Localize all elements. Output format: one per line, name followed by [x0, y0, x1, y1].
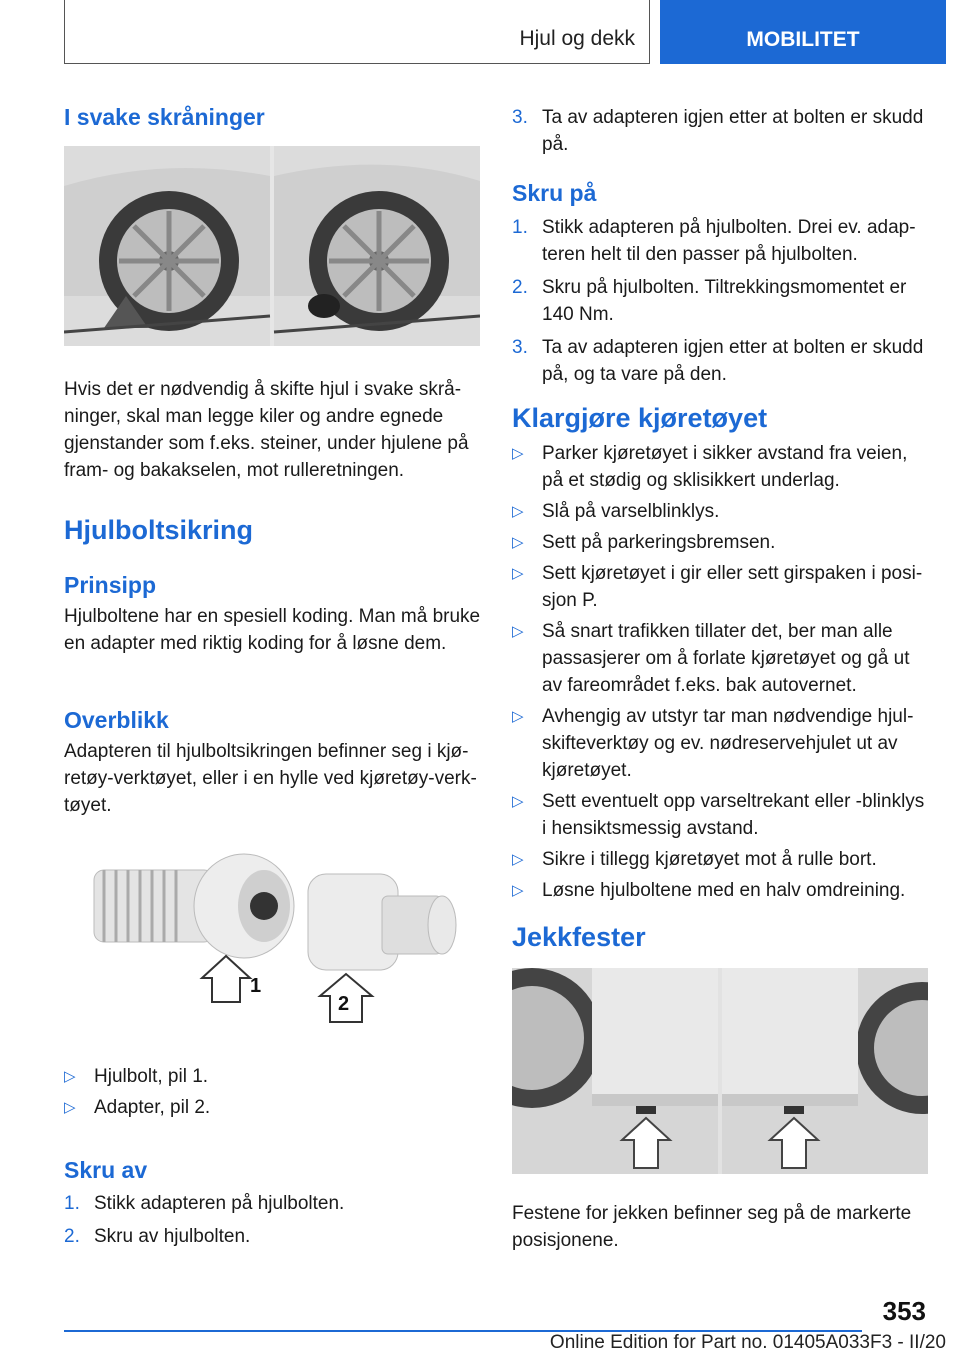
jack-point-arrow-icon [622, 1118, 818, 1168]
edition-footer: Online Edition for Part no. 01405A033F3 - II/20 [549, 1332, 946, 1353]
bullet-triangle-icon: ▷ [512, 708, 524, 725]
overview-heading: Overblikk [64, 707, 169, 733]
bullet-triangle-icon: ▷ [512, 445, 524, 462]
principle-heading: Prinsipp [64, 572, 157, 598]
bullet-triangle-icon: ▷ [512, 623, 524, 640]
list-item: ▷ Adapter, pil 2. [64, 1094, 482, 1121]
slopes-text: Hvis det er nødvendig å skifte hjul i svake skråninger, skal man legge kiler og andre egnede gjenstander som f.eks. steiner, under hjulene på fram- og bakakselen, mot rulleretningen. [64, 379, 469, 481]
bullet-triangle-icon: ▷ [64, 1068, 76, 1085]
jack-points-photo [512, 968, 928, 1174]
unscrew-heading: Skru av [64, 1157, 148, 1183]
list-item: ▷ Sett kjøretøyet i gir eller sett girspaken i posisjon P. [512, 560, 930, 614]
bolt-adapter-illustration [64, 846, 480, 1042]
arrow-1-label: 1 [250, 975, 262, 997]
wheel-bolt-drawing [94, 854, 294, 958]
list-item: ▷ Avhengig av utstyr tar man nødvendige hjulskifteverktøy og ev. nødreservehjulet ut av kjøretøyet. [512, 703, 930, 784]
list-item: ▷ Hjulbolt, pil 1. [64, 1063, 482, 1090]
list-item: ▷ Sett på parkeringsbremsen. [512, 529, 930, 556]
screw-on-steps [512, 214, 930, 388]
list-item: ▷ Sikre i tillegg kjøretøyet mot å rulle bort. [512, 846, 930, 873]
bullet-triangle-icon: ▷ [512, 534, 524, 551]
slopes-photo [64, 146, 480, 346]
header-section-tab [64, 0, 650, 64]
list-item: ▷ Så snart trafikken tillater det, ber man alle passasjerer om å forlate kjøretøyet og gå ut av fareområdet f.eks. bak autovernet. [512, 618, 930, 699]
bullet-triangle-icon: ▷ [64, 1099, 76, 1116]
list-item: 3. Ta av adapteren igjen etter at bolten er skudd på, og ta vare på den. [512, 337, 924, 385]
slopes-heading: I svake skråninger [64, 104, 265, 130]
page-number: 353 [882, 1296, 926, 1326]
list-item: ▷ Sett eventuelt opp varseltrekant eller -blinklys i hensiktsmessig avstand. [512, 788, 930, 842]
bullet-triangle-icon: ▷ [512, 793, 524, 810]
prepare-vehicle-heading: Klargjøre kjøretøyet [512, 403, 768, 433]
list-item: 2. Skru på hjulbolten. Tiltrekkingsmomentet er 140 Nm. [512, 277, 907, 325]
arrow-2-label: 2 [338, 993, 350, 1015]
list-item: ▷ Løsne hjulboltene med en halv omdreining. [512, 877, 930, 904]
list-item: 1. Stikk adapteren på hjulbolten. Drei ev. adapteren helt til den passer på hjulbolten. [512, 217, 916, 265]
screw-on-heading: Skru på [512, 180, 597, 206]
unscrew-steps-continued [512, 104, 930, 158]
overview-text: Adapteren til hjulboltsikringen befinner seg i kjøretøy-verktøyet, eller i en hylle ved kjøretøy-verktøyet. [64, 741, 477, 816]
bullet-triangle-icon: ▷ [512, 851, 524, 868]
bullet-triangle-icon: ▷ [512, 503, 524, 520]
list-item: 2. Skru av hjulbolten. [64, 1226, 251, 1247]
prepare-vehicle-list [512, 440, 930, 904]
jack-points-heading: Jekkfester [512, 922, 646, 952]
bullet-triangle-icon: ▷ [512, 882, 524, 899]
list-item: 1. Stikk adapteren på hjulbolten. [64, 1193, 345, 1214]
wheel-chock-illustration [64, 146, 480, 346]
adapter-drawing [308, 874, 456, 970]
header-chapter-title: MOBILITET [746, 28, 860, 51]
jack-points-text: Festene for jekken befinner seg på de markerte posisjonene. [512, 1203, 912, 1251]
list-item: ▷ Parker kjøretøyet i sikker avstand fra veien, på et stødig og sklisikkert underlag. [512, 440, 930, 494]
list-item: 3. Ta av adapteren igjen etter at bolten er skudd på. [512, 107, 924, 155]
bullet-triangle-icon: ▷ [512, 565, 524, 582]
header-section-title: Hjul og dekk [519, 27, 635, 50]
header-chapter-tab [660, 0, 946, 64]
wheel-lock-heading: Hjulboltsikring [64, 515, 253, 545]
list-item: ▷ Slå på varselblinklys. [512, 498, 930, 525]
arrow-1-icon [202, 956, 250, 1002]
parts-list [64, 1063, 482, 1121]
unscrew-steps [64, 1190, 482, 1250]
principle-text: Hjulboltene har en spesiell koding. Man må bruke en adapter med riktig koding for å løsne dem. [64, 606, 481, 654]
